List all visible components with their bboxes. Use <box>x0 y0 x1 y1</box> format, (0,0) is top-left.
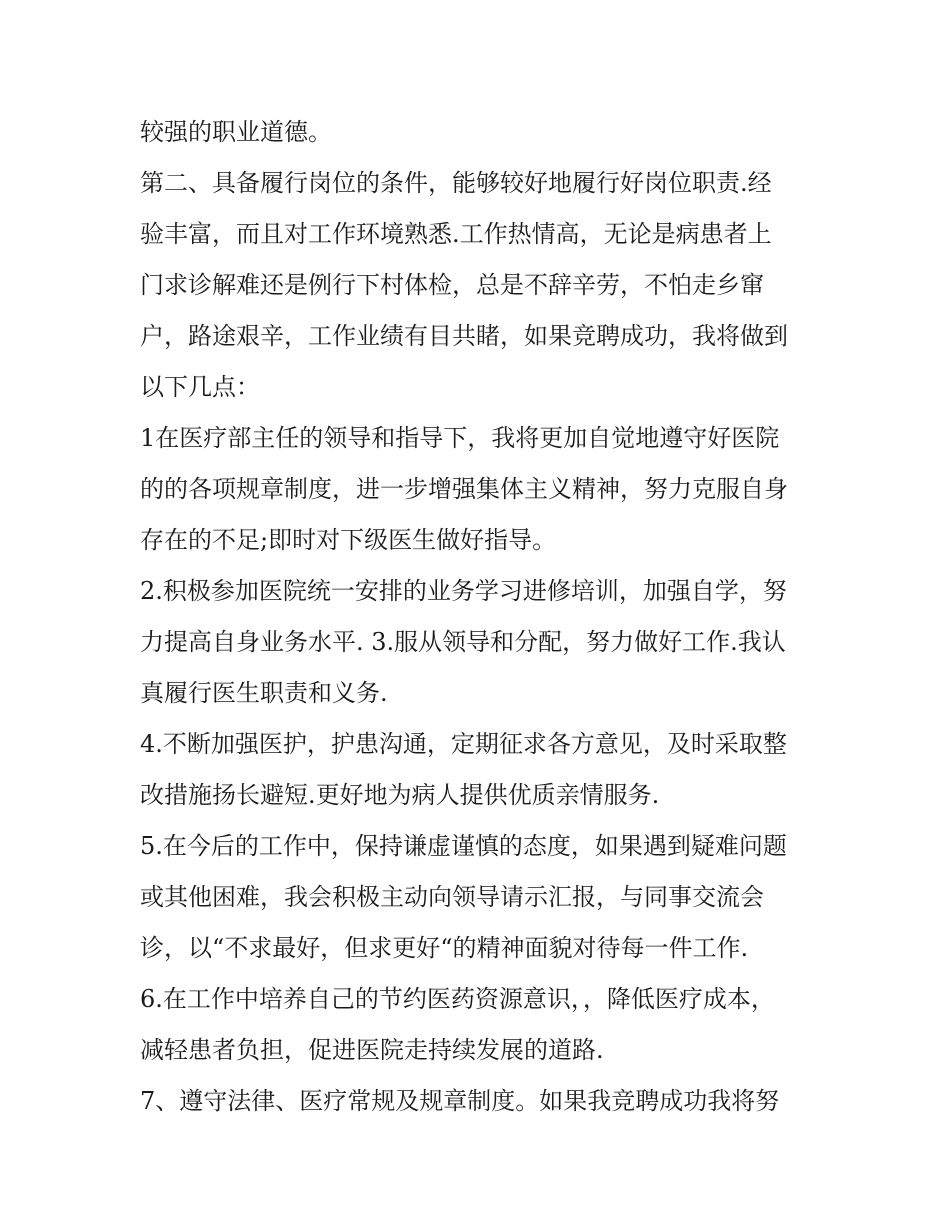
document-body <box>140 107 820 1127</box>
text-line: 的的各项规章制度，进一步增强集体主义精神，努力克服自身 <box>140 475 788 503</box>
paragraph-5 <box>140 719 820 821</box>
text-line: 验丰富，而且对工作环境熟悉.工作热情高，无论是病患者上 <box>140 220 772 248</box>
text-line: 力提高自身业务水平. 3.服从领导和分配，努力做好工作.我认 <box>140 628 786 656</box>
paragraph-3 <box>140 413 820 566</box>
paragraph-8 <box>140 1076 820 1127</box>
paragraph-4 <box>140 566 820 719</box>
text-line: 7、遵守法律、医疗常规及规章制度。如果我竞聘成功我将努 <box>140 1087 780 1115</box>
paragraph-2 <box>140 158 820 413</box>
text-line: 真履行医生职责和义务. <box>140 679 388 707</box>
text-line: 4.不断加强医护，护患沟通，定期征求各方意见，及时采取整 <box>140 730 787 758</box>
paragraph-7 <box>140 974 820 1076</box>
text-line: 6.在工作中培养自己的节约医药资源意识，，降低医疗成本， <box>140 985 775 1013</box>
text-line: 较强的职业道德。 <box>140 118 332 146</box>
text-line: 以下几点： <box>140 373 260 401</box>
text-line: 或其他困难，我会积极主动向领导请示汇报，与同事交流会 <box>140 883 764 911</box>
text-line: 改措施扬长避短.更好地为病人提供优质亲情服务. <box>140 781 660 809</box>
text-line: 存在的不足;即时对下级医生做好指导。 <box>140 526 557 554</box>
text-line: 5.在今后的工作中，保持谦虚谨慎的态度，如果遇到疑难问题 <box>140 832 787 860</box>
text-line: 户，路途艰辛，工作业绩有目共睹，如果竞聘成功，我将做到 <box>140 322 788 350</box>
text-line: 1在医疗部主任的领导和指导下，我将更加自觉地遵守好医院 <box>140 424 780 452</box>
text-line: 减轻患者负担，促进医院走持续发展的道路. <box>140 1036 604 1064</box>
paragraph-1 <box>140 107 820 158</box>
paragraph-6 <box>140 821 820 974</box>
text-line: 诊，以“不求最好，但求更好“的精神面貌对待每一件工作. <box>140 934 749 962</box>
text-line: 2.积极参加医院统一安排的业务学习进修培训，加强自学，努 <box>140 577 787 605</box>
text-line: 第二、具备履行岗位的条件，能够较好地履行好岗位职责.经 <box>140 169 772 197</box>
text-line: 门求诊解难还是例行下村体检，总是不辞辛劳，不怕走乡窜 <box>140 271 764 299</box>
